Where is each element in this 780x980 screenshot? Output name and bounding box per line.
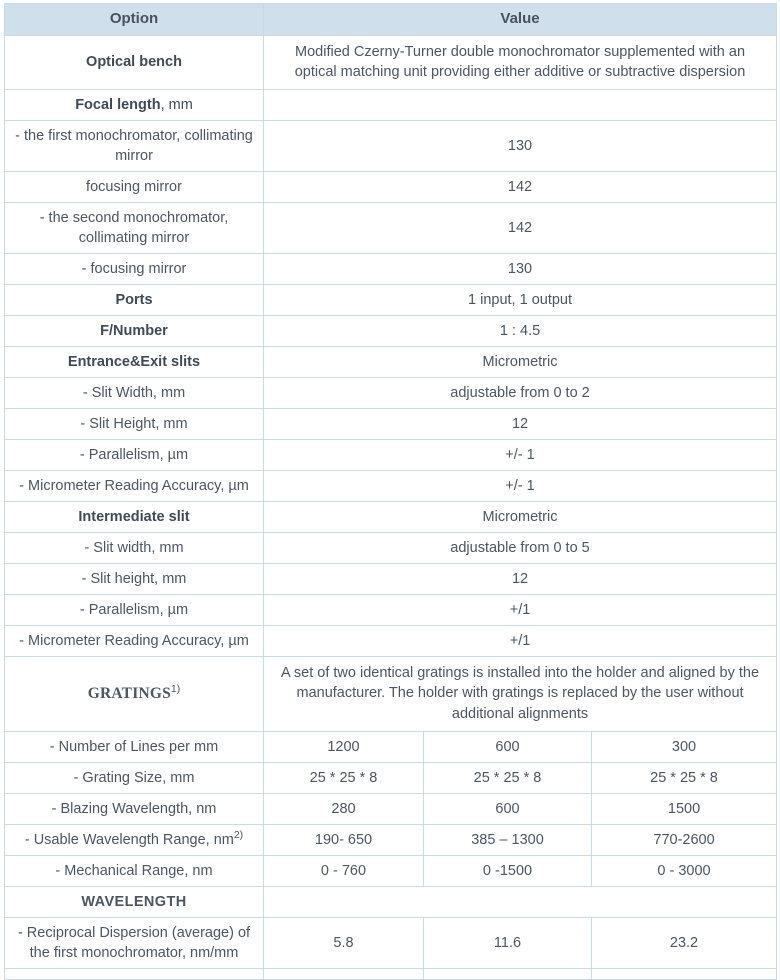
- row-value-cell: 1500: [592, 793, 777, 824]
- table-row: [5, 377, 777, 408]
- table-row: [5, 284, 777, 315]
- row-option-cell: - Micrometer Reading Accuracy, µm: [5, 625, 264, 656]
- row-option-cell: - focusing mirror: [5, 253, 264, 284]
- row-option-cell: - Slit Width, mm: [5, 377, 264, 408]
- row-option-cell: [5, 886, 264, 917]
- table-row: [5, 731, 777, 762]
- row-option-cell: focusing mirror: [5, 171, 264, 202]
- table-row: [5, 532, 777, 563]
- row-value-cell: 5.8: [264, 917, 424, 968]
- column-header-value: Value: [264, 4, 777, 36]
- row-option-cell: Entrance&Exit slits: [5, 346, 264, 377]
- table-row: [5, 89, 777, 120]
- table-row: [5, 917, 777, 968]
- table-row: [5, 625, 777, 656]
- table-row: [5, 408, 777, 439]
- table-row: [5, 202, 777, 253]
- row-value-cell: adjustable from 0 to 2: [264, 377, 777, 408]
- row-value-cell: [264, 89, 777, 120]
- row-value-cell: 190- 650: [264, 824, 424, 855]
- row-option-cell: F/Number: [5, 315, 264, 346]
- row-option-cell: - Blazing Wavelength, nm: [5, 793, 264, 824]
- row-value-cell: Modified Czerny-Turner double monochromator supplemented with an optical matching unit providing either additive or subtractive dispersion: [264, 35, 777, 89]
- row-option-cell: [5, 89, 264, 120]
- row-option-cell: - Mechanical Range, nm: [5, 855, 264, 886]
- row-option-cell: - Slit height, mm: [5, 563, 264, 594]
- row-value-cell: [264, 968, 424, 979]
- row-value-cell: 12: [264, 408, 777, 439]
- row-value-cell: 23.2: [592, 917, 777, 968]
- row-option-cell: [5, 824, 264, 855]
- row-value-cell: +/- 1: [264, 470, 777, 501]
- row-value-cell: 600: [424, 793, 592, 824]
- table-body: [5, 35, 777, 979]
- table-row: [5, 315, 777, 346]
- row-value-cell: 600: [424, 731, 592, 762]
- row-value-cell: 385 – 1300: [424, 824, 592, 855]
- row-value-cell: [264, 886, 777, 917]
- column-header-option: Option: [5, 4, 264, 36]
- table-row: [5, 563, 777, 594]
- row-value-cell: 142: [264, 171, 777, 202]
- row-option-cell: - the second monochromator, collimating mirror: [5, 202, 264, 253]
- row-option-cell: - the first monochromator, collimating mirror: [5, 120, 264, 171]
- row-value-cell: 130: [264, 120, 777, 171]
- table-row: [5, 886, 777, 917]
- row-option-label-gratings: GRATINGS: [87, 685, 171, 703]
- row-value-cell: 25 * 25 * 8: [592, 762, 777, 793]
- table-row: [5, 470, 777, 501]
- row-value-cell: 280: [264, 793, 424, 824]
- table-header: [5, 4, 777, 36]
- table-row: [5, 855, 777, 886]
- row-option-cell: - Parallelism, µm: [5, 594, 264, 625]
- row-value-cell: +/1: [264, 594, 777, 625]
- table-row: [5, 253, 777, 284]
- row-value-cell: [592, 968, 777, 979]
- table-row: [5, 594, 777, 625]
- table-row: [5, 346, 777, 377]
- row-value-cell: 300: [592, 731, 777, 762]
- row-value-cell: Micrometric: [264, 501, 777, 532]
- row-value-cell: 11.6: [424, 917, 592, 968]
- row-value-cell: +/- 1: [264, 439, 777, 470]
- row-option-label-unit: , mm: [160, 96, 193, 113]
- row-value-cell: 25 * 25 * 8: [264, 762, 424, 793]
- table-row: [5, 762, 777, 793]
- row-option-cell: - Grating Size, mm: [5, 762, 264, 793]
- row-value-cell: +/1: [264, 625, 777, 656]
- row-value-cell: 12: [264, 563, 777, 594]
- row-value-cell: adjustable from 0 to 5: [264, 532, 777, 563]
- row-option-label-wavelength: WAVELENGTH: [81, 893, 187, 910]
- row-value-cell: 0 - 760: [264, 855, 424, 886]
- row-option-cell: - Parallelism, µm: [5, 439, 264, 470]
- table-row: [5, 501, 777, 532]
- table-row: [5, 656, 777, 731]
- table-row: [5, 171, 777, 202]
- table-row: [5, 824, 777, 855]
- row-value-cell: 25 * 25 * 8: [424, 762, 592, 793]
- row-option-cell: [5, 656, 264, 731]
- row-value-cell: 0 -1500: [424, 855, 592, 886]
- row-option-label-bold: Focal length: [75, 96, 161, 113]
- footnote-marker: 1): [170, 684, 181, 696]
- row-option-cell: Optical bench: [5, 35, 264, 89]
- row-option-cell: - Number of Lines per mm: [5, 731, 264, 762]
- row-option-cell: [5, 968, 264, 979]
- row-value-cell: Micrometric: [264, 346, 777, 377]
- row-value-cell: 1200: [264, 731, 424, 762]
- row-option-cell: - Reciprocal Dispersion (average) of the first monochromator, nm/mm: [5, 917, 264, 968]
- table-row: [5, 439, 777, 470]
- row-option-cell: Ports: [5, 284, 264, 315]
- row-option-cell: - Slit Height, mm: [5, 408, 264, 439]
- row-option-cell: Intermediate slit: [5, 501, 264, 532]
- footnote-marker: 2): [233, 829, 244, 841]
- row-value-cell: 770-2600: [592, 824, 777, 855]
- row-value-cell: 1 input, 1 output: [264, 284, 777, 315]
- row-value-cell: [424, 968, 592, 979]
- table-header-row: [5, 4, 777, 36]
- row-value-cell: A set of two identical gratings is installed into the holder and aligned by the manufacturer. The holder with gratings is replaced by the user without additional alignments: [264, 656, 777, 731]
- row-value-cell: 130: [264, 253, 777, 284]
- table-row: [5, 120, 777, 171]
- specification-table: [4, 3, 777, 980]
- row-value-cell: 142: [264, 202, 777, 253]
- row-option-cell: - Micrometer Reading Accuracy, µm: [5, 470, 264, 501]
- row-value-cell: 0 - 3000: [592, 855, 777, 886]
- row-value-cell: 1 : 4.5: [264, 315, 777, 346]
- table-row: [5, 968, 777, 979]
- row-option-cell: - Slit width, mm: [5, 532, 264, 563]
- table-row: [5, 793, 777, 824]
- table-row: [5, 35, 777, 89]
- row-option-label: - Usable Wavelength Range, nm: [24, 831, 234, 848]
